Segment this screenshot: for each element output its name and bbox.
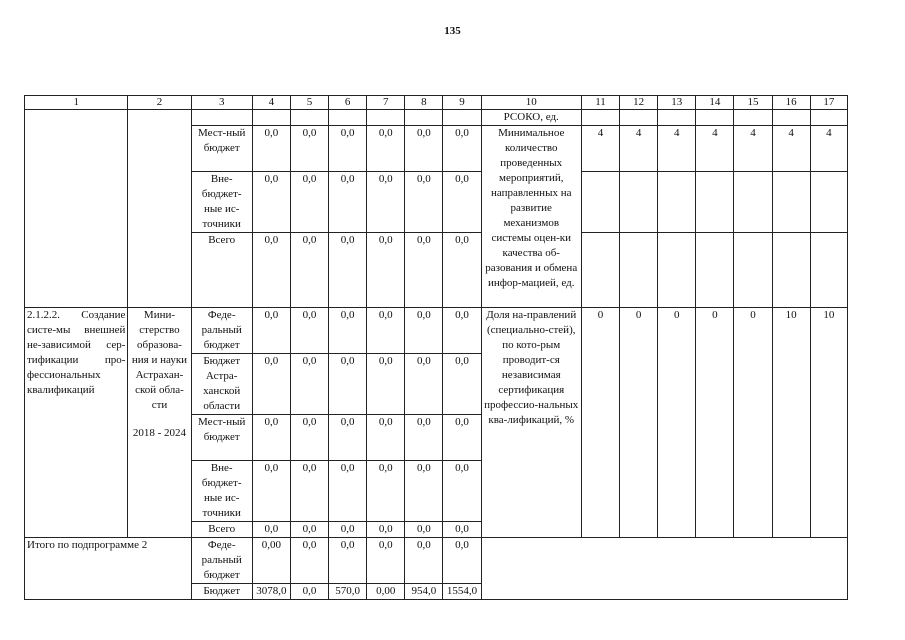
total-empty-area — [481, 538, 847, 600]
block1-indicator: Минимальное количество проведенных мероприятий, направленных на развитие механизмов системы оцен-ки качества об-разования и обмена инфор-мацией, ед. — [481, 126, 581, 308]
value-cell: 0,0 — [367, 461, 405, 522]
column-header: 11 — [581, 96, 619, 110]
value-cell: 0,0 — [443, 172, 481, 233]
funding-source: Всего — [191, 522, 252, 538]
value-cell: 0,0 — [367, 233, 405, 308]
column-header: 4 — [252, 96, 290, 110]
value-cell: 0,0 — [405, 461, 443, 522]
value-cell: 0,0 — [329, 522, 367, 538]
value-cell: 0,0 — [329, 308, 367, 354]
value-cell: 0,0 — [367, 126, 405, 172]
column-header: 6 — [329, 96, 367, 110]
value-cell: 3078,0 — [252, 584, 290, 600]
indicator-value: 4 — [658, 126, 696, 172]
block1-indicator-tail: РСОКО, ед. — [481, 110, 581, 126]
value-cell: 0,0 — [443, 354, 481, 415]
value-cell: 0,0 — [252, 461, 290, 522]
indicator-value: 0 — [734, 308, 772, 538]
column-header: 17 — [810, 96, 847, 110]
indicator-value: 4 — [620, 126, 658, 172]
indicator-value: 10 — [810, 308, 847, 538]
total-label: Итого по подпрограмме 2 — [25, 538, 192, 600]
column-header: 14 — [696, 96, 734, 110]
funding-source: Мест-ный бюджет — [191, 415, 252, 461]
value-cell: 0,0 — [290, 584, 328, 600]
block1-name-cell — [25, 110, 128, 308]
value-cell: 0,0 — [290, 308, 328, 354]
value-cell: 0,0 — [405, 354, 443, 415]
value-cell: 0,0 — [367, 538, 405, 584]
value-cell: 0,0 — [252, 233, 290, 308]
value-cell: 0,0 — [252, 172, 290, 233]
indicator-value: 10 — [772, 308, 810, 538]
value-cell: 0,0 — [290, 354, 328, 415]
indicator-value: 4 — [696, 126, 734, 172]
value-cell: 0,0 — [290, 233, 328, 308]
value-cell: 0,0 — [443, 522, 481, 538]
value-cell: 0,0 — [252, 126, 290, 172]
indicator-value: 0 — [658, 308, 696, 538]
value-cell: 0,0 — [443, 415, 481, 461]
value-cell: 0,0 — [252, 522, 290, 538]
value-cell: 0,0 — [290, 126, 328, 172]
page-number: 135 — [444, 25, 461, 37]
funding-source: Вне-бюджет-ные ис-точники — [191, 172, 252, 233]
value-cell: 0,0 — [443, 538, 481, 584]
column-header: 15 — [734, 96, 772, 110]
executor-name: Мини-стерство образова-ния и науки Астрахан-ской обла-сти — [131, 309, 188, 411]
funding-source: Всего — [191, 233, 252, 308]
value-cell: 0,0 — [290, 172, 328, 233]
value-cell: 0,0 — [405, 233, 443, 308]
value-cell: 0,0 — [329, 354, 367, 415]
measure-name: 2.1.2.2. Создание систе-мы внешней не-зависимой сер-тификации про-фессиональных квалификаций — [25, 308, 128, 538]
value-cell: 0,0 — [367, 354, 405, 415]
value-cell: 954,0 — [405, 584, 443, 600]
value-cell: 0,0 — [405, 522, 443, 538]
value-cell: 0,0 — [405, 538, 443, 584]
indicator-value: 4 — [810, 126, 847, 172]
measure-executor — [128, 308, 191, 538]
value-cell: 0,0 — [290, 461, 328, 522]
funding-source: Бюджет Астра-ханской области — [191, 354, 252, 415]
indicator-value: 0 — [620, 308, 658, 538]
column-header: 10 — [481, 96, 581, 110]
value-cell: 0,0 — [252, 308, 290, 354]
table-row — [25, 110, 848, 126]
indicator-value: 4 — [734, 126, 772, 172]
column-header: 3 — [191, 96, 252, 110]
program-table — [24, 95, 848, 600]
column-header: 13 — [658, 96, 696, 110]
table-row — [25, 308, 848, 354]
value-cell: 0,0 — [405, 126, 443, 172]
value-cell: 0,0 — [329, 415, 367, 461]
value-cell: 0,0 — [443, 126, 481, 172]
value-cell: 1554,0 — [443, 584, 481, 600]
value-cell: 0,0 — [367, 172, 405, 233]
value-cell: 0,0 — [405, 415, 443, 461]
value-cell: 0,00 — [367, 584, 405, 600]
value-cell: 0,0 — [252, 354, 290, 415]
value-cell: 0,0 — [367, 308, 405, 354]
value-cell: 0,0 — [367, 415, 405, 461]
value-cell: 570,0 — [329, 584, 367, 600]
indicator-value: 0 — [696, 308, 734, 538]
value-cell: 0,0 — [405, 308, 443, 354]
value-cell: 0,0 — [329, 172, 367, 233]
table-row — [25, 538, 848, 584]
funding-source: Бюджет — [191, 584, 252, 600]
indicator-value: 4 — [772, 126, 810, 172]
value-cell: 0,0 — [443, 461, 481, 522]
column-header: 8 — [405, 96, 443, 110]
value-cell: 0,0 — [290, 522, 328, 538]
funding-source: Мест-ный бюджет — [191, 126, 252, 172]
column-header: 1 — [25, 96, 128, 110]
value-cell: 0,0 — [329, 126, 367, 172]
value-cell: 0,0 — [443, 308, 481, 354]
column-header: 12 — [620, 96, 658, 110]
column-header: 9 — [443, 96, 481, 110]
value-cell: 0,0 — [443, 233, 481, 308]
value-cell: 0,0 — [290, 538, 328, 584]
value-cell: 0,0 — [329, 538, 367, 584]
column-number-row — [25, 96, 848, 110]
column-header: 2 — [128, 96, 191, 110]
indicator-value: 0 — [581, 308, 619, 538]
value-cell: 0,0 — [367, 522, 405, 538]
value-cell: 0,00 — [252, 538, 290, 584]
funding-source: Феде-ральный бюджет — [191, 538, 252, 584]
period: 2018 - 2024 — [132, 427, 187, 439]
column-header: 16 — [772, 96, 810, 110]
indicator-value: 4 — [581, 126, 619, 172]
column-header: 7 — [367, 96, 405, 110]
funding-source: Вне-бюджет-ные ис-точники — [191, 461, 252, 522]
value-cell: 0,0 — [290, 415, 328, 461]
value-cell: 0,0 — [329, 461, 367, 522]
block1-executor-cell — [128, 110, 191, 308]
funding-source: Феде-ральный бюджет — [191, 308, 252, 354]
value-cell: 0,0 — [329, 233, 367, 308]
value-cell: 0,0 — [252, 415, 290, 461]
column-header: 5 — [290, 96, 328, 110]
block2-indicator: Доля на-правлений (специально-стей), по кото-рым проводит-ся независимая сертификация профессио-нальных ква-лификаций, % — [481, 308, 581, 538]
value-cell: 0,0 — [405, 172, 443, 233]
